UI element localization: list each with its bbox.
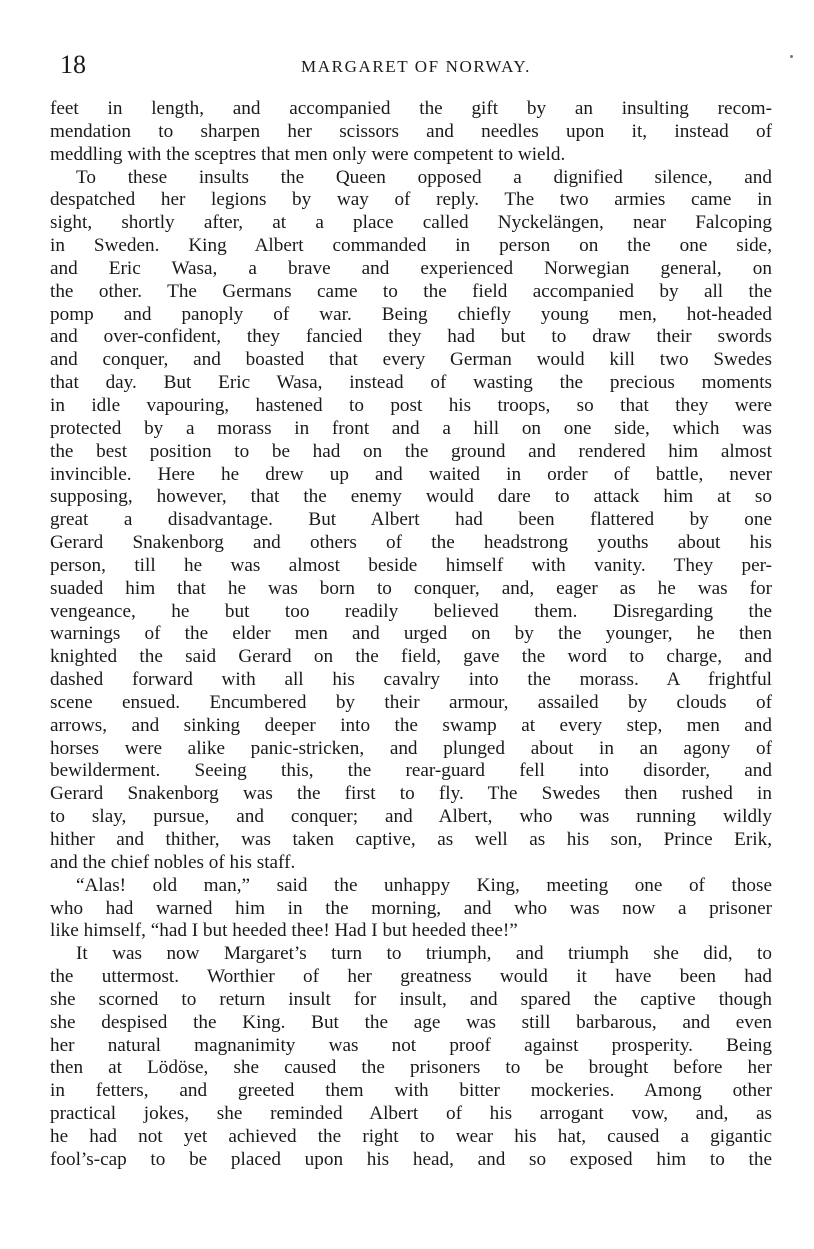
text-line: the best position to be had on the ground and rendered him almost (50, 440, 772, 462)
text-line: in fetters, and greeted them with bitter mockeries. Among other (50, 1080, 772, 1102)
text-line: protected by a morass in front and a hill on one side, which was (50, 417, 772, 439)
text-line: vengeance, he but too readily believed them. Disregarding the (50, 600, 772, 622)
text-line: feet in length, and accompanied the gift by an insulting recom- (50, 98, 772, 119)
ink-speck (790, 55, 793, 58)
text-line: bewilderment. Seeing this, the rear-guard fell into disorder, and (50, 760, 772, 782)
text-line: pomp and panoply of war. Being chiefly young men, hot-headed (50, 303, 772, 325)
text-line: her natural magnanimity was not proof against prosperity. Being (50, 1034, 772, 1056)
text-line: arrows, and sinking deeper into the swamp at every step, men and (50, 714, 772, 736)
text-line: like himself, “had I but heeded thee! Had I but heeded thee!” (50, 920, 518, 942)
text-line: the uttermost. Worthier of her greatness would it have been had (50, 966, 772, 988)
text-line: despatched her legions by way of reply. The two armies came in (50, 189, 772, 211)
text-line: meddling with the sceptres that men only were competent to wield. (50, 143, 566, 165)
text-line: to slay, pursue, and conquer; and Albert, who was running wildly (50, 806, 772, 828)
page-header (60, 50, 772, 80)
text-line: and the chief nobles of his staff. (50, 851, 296, 873)
text-line: he had not yet achieved the right to wear his hat, caused a gigantic (50, 1125, 772, 1147)
running-title: MARGARET OF NORWAY. (301, 57, 531, 76)
text-line: It was now Margaret’s turn to triumph, and triumph she did, to (76, 943, 772, 965)
text-line: in Sweden. King Albert commanded in person on the one side, (50, 235, 772, 257)
text-line: great a disadvantage. But Albert had been flattered by one (50, 509, 772, 531)
text-line: and conquer, and boasted that every German would kill two Swedes (50, 349, 772, 371)
text-line: Gerard Snakenborg was the first to fly. The Swedes then rushed in (50, 783, 772, 805)
page-number: 18 (60, 50, 86, 79)
text-line: she scorned to return insult for insult, and spared the captive though (50, 988, 772, 1010)
text-line: suaded him that he was born to conquer, and, eager as he was for (50, 577, 772, 599)
text-line: To these insults the Queen opposed a dignified silence, and (76, 166, 772, 188)
text-line: scene ensued. Encumbered by their armour, assailed by clouds of (50, 691, 772, 713)
text-line: person, till he was almost beside himself with vanity. They per- (50, 554, 772, 576)
text-line: the other. The Germans came to the field accompanied by all the (50, 280, 772, 302)
text-line: “Alas! old man,” said the unhappy King, meeting one of those (76, 874, 772, 896)
text-line: supposing, however, that the enemy would dare to attack him at so (50, 486, 772, 508)
text-line: mendation to sharpen her scissors and needles upon it, instead of (50, 120, 772, 142)
text-line: who had warned him in the morning, and who was now a prisoner (50, 897, 772, 919)
text-line: she despised the King. But the age was still barbarous, and even (50, 1011, 772, 1033)
text-line: practical jokes, she reminded Albert of his arrogant vow, and, as (50, 1103, 772, 1125)
text-line: warnings of the elder men and urged on by the younger, he then (50, 623, 772, 645)
text-line: in idle vapouring, hastened to post his troops, so that they were (50, 394, 772, 416)
text-line: invincible. Here he drew up and waited in order of battle, never (50, 463, 772, 485)
text-line: Gerard Snakenborg and others of the headstrong youths about his (50, 532, 772, 554)
text-line: fool’s-cap to be placed upon his head, and so exposed him to the (50, 1148, 772, 1170)
text-line: dashed forward with all his cavalry into the morass. A frightful (50, 669, 772, 691)
text-line: hither and thither, was taken captive, as well as his son, Prince Erik, (50, 829, 772, 850)
text-line: horses were alike panic-stricken, and plunged about in an agony of (50, 737, 772, 759)
text-line: and over-confident, they fancied they had but to draw their swords (50, 326, 772, 348)
text-line: then at Lödöse, she caused the prisoners to be brought before her (50, 1057, 772, 1079)
body-text (50, 98, 772, 1172)
text-line: knighted the said Gerard on the field, gave the word to charge, and (50, 646, 772, 668)
text-line: that day. But Eric Wasa, instead of wasting the precious moments (50, 372, 772, 394)
text-line: sight, shortly after, at a place called Nyckelängen, near Falcoping (50, 212, 772, 234)
text-line: and Eric Wasa, a brave and experienced Norwegian general, on (50, 257, 772, 279)
